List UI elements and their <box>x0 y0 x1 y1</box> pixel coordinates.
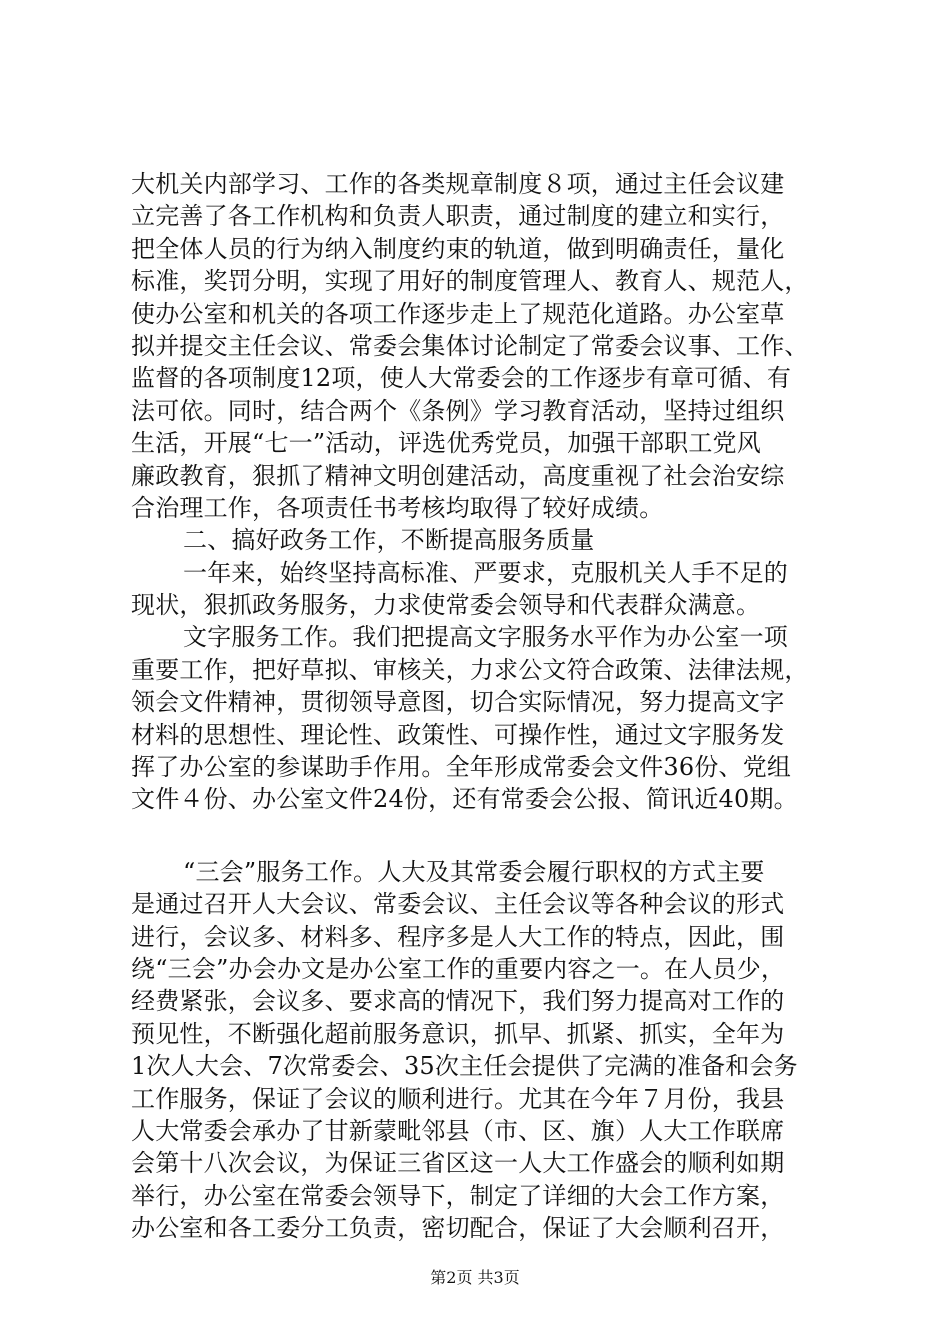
text-line: 生活，开展“七一”活动，评选优秀党员，加强干部职工党风 <box>131 429 761 458</box>
text-line: 预见性，不断强化超前服务意识，抓早、抓紧、抓实，全年为 <box>131 1019 785 1048</box>
text-line: 会第十八次会议，为保证三省区这一人大工作盛会的顺利如期 <box>131 1149 785 1178</box>
text-line: 经费紧张，会议多、要求高的情况下，我们努力提高对工作的 <box>131 987 785 1016</box>
page-footer <box>0 1268 950 1288</box>
text-line: 文字服务工作。我们把提高文字服务水平作为办公室一项 <box>183 623 788 652</box>
text-line: 监督的各项制度12项，使人大常委会的工作逐步有章可循、有 <box>131 364 792 393</box>
text-line: 使办公室和机关的各项工作逐步走上了规范化道路。办公室草 <box>131 299 785 328</box>
text-line: 合治理工作，各项责任书考核均取得了较好成绩。 <box>131 493 664 522</box>
text-line: 工作服务，保证了会议的顺利进行。尤其在今年７月份，我县 <box>131 1084 785 1113</box>
paragraph-spacer <box>131 816 821 856</box>
text-line: 进行，会议多、材料多、程序多是人大工作的特点，因此，围 <box>131 922 785 951</box>
paragraph-writing-services <box>131 621 821 815</box>
text-line: 人大常委会承办了甘新蒙毗邻县（市、区、旗）人大工作联席 <box>131 1116 785 1145</box>
text-line: 现状，狠抓政务服务，力求使常委会领导和代表群众满意。 <box>131 591 761 620</box>
text-line: 领会文件精神，贯彻领导意图，切合实际情况，努力提高文字 <box>131 688 785 717</box>
text-line: 重要工作，把好草拟、审核关，力求公文符合政策、法律法规， <box>131 655 809 684</box>
text-line: 一年来，始终坚持高标准、严要求，克服机关人手不足的 <box>183 558 788 587</box>
text-line: 举行，办公室在常委会领导下，制定了详细的大会工作方案， <box>131 1181 785 1210</box>
text-line: 把全体人员的行为纳入制度约束的轨道，做到明确责任，量化 <box>131 234 785 263</box>
text-line: 1次人大会、7次常委会、35次主任会提供了完满的准备和会务 <box>131 1052 798 1081</box>
text-line: 挥了办公室的参谋助手作用。全年形成常委会文件36份、党组 <box>131 753 792 782</box>
document-body <box>131 168 821 1245</box>
text-line: 绕“三会”办会办文是办公室工作的重要内容之一。在人员少， <box>131 954 786 983</box>
text-line: 材料的思想性、理论性、政策性、可操作性，通过文字服务发 <box>131 720 785 749</box>
page-number: 第2页 共3页 <box>430 1268 520 1287</box>
text-line: 法可依。同时，结合两个《条例》学习教育活动，坚持过组织 <box>131 396 785 425</box>
text-line: 标准，奖罚分明，实现了用好的制度管理人、教育人、规范人， <box>131 267 809 296</box>
paragraph-overview <box>131 557 821 622</box>
text-line: 办公室和各工委分工负责，密切配合，保证了大会顺利召开， <box>131 1214 785 1243</box>
text-line: 廉政教育，狠抓了精神文明创建活动，高度重视了社会治安综 <box>131 461 785 490</box>
section-heading-text: 二、搞好政务工作，不断提高服务质量 <box>183 526 595 555</box>
text-line: “三会”服务工作。人大及其常委会履行职权的方式主要 <box>183 857 765 886</box>
paragraph-regulations <box>131 168 821 524</box>
text-line: 是通过召开人大会议、常委会议、主任会议等各种会议的形式 <box>131 890 785 919</box>
text-line: 立完善了各工作机构和负责人职责，通过制度的建立和实行， <box>131 202 785 231</box>
text-line: 拟并提交主任会议、常委会集体讨论制定了常委会议事、工作、 <box>131 331 809 360</box>
paragraph-meeting-services <box>131 856 821 1245</box>
text-line: 文件４份、办公室文件24份，还有常委会公报、简讯近40期。 <box>131 785 798 814</box>
section-heading <box>131 524 821 556</box>
text-line: 大机关内部学习、工作的各类规章制度８项，通过主任会议建 <box>131 170 785 198</box>
